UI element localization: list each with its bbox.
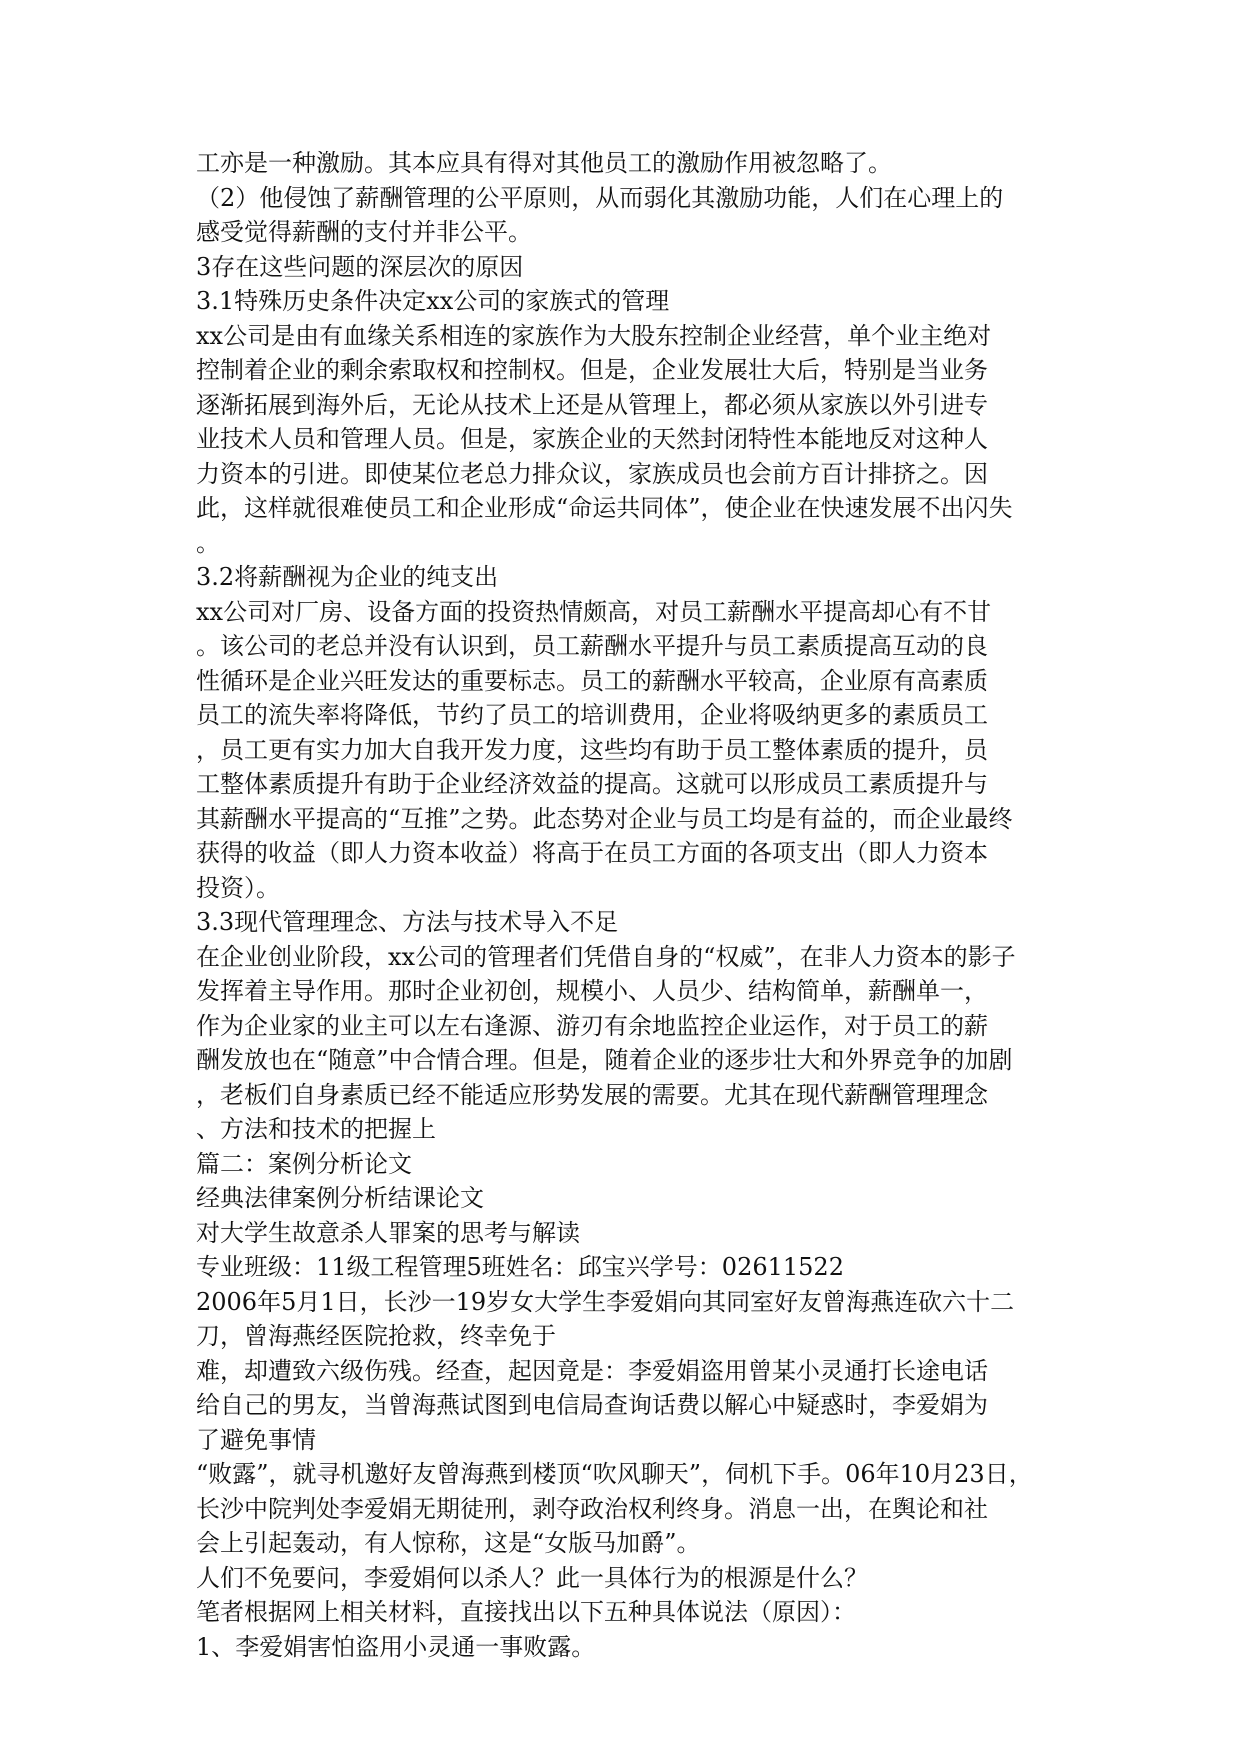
text-line: 业技术人员和管理人员。但是，家族企业的天然封闭特性本能地反对这种人 [196,425,988,453]
text-line: 3.1特殊历史条件决定xx公司的家族式的管理 [196,287,670,315]
text-line: xx公司是由有血缘关系相连的家族作为大股东控制企业经营，单个业主绝对 [196,321,992,350]
text-line: 逐渐拓展到海外后，无论从技术上还是从管理上，都必须从家族以外引进专 [196,390,988,419]
text-line: ，员工更有实力加大自我开发力度，这些均有助于员工整体素质的提升，员 [196,735,988,764]
text-line: 力资本的引进。即使某位老总力排众议，家族成员也会前方百计排挤之。因 [196,459,988,488]
text-line: 经典法律案例分析结课论文 [196,1184,484,1212]
text-line: 刀，曾海燕经医院抢救，终幸免于 [196,1322,556,1350]
document-page [196,146,1056,1664]
text-line: 会上引起轰动，有人惊称，这是“女版马加爵”。 [196,1529,701,1557]
text-line: 难，却遭致六级伤残。经查，起因竟是：李爱娟盗用曾某小灵通打长途电话 [196,1356,988,1385]
text-line: ，老板们自身素质已经不能适应形势发展的需要。尤其在现代薪酬管理理念 [196,1080,988,1109]
text-line: 。 [196,528,220,557]
text-line: 作为企业家的业主可以左右逢源、游刃有余地监控企业运作，对于员工的薪 [196,1011,988,1040]
text-line: 3存在这些问题的深层次的原因 [196,252,524,281]
text-line: 发挥着主导作用。那时企业初创，规模小、人员少、结构简单，薪酬单一， [196,977,988,1005]
text-line: 笔者根据网上相关材料，直接找出以下五种具体说法（原因）： [196,1598,856,1626]
text-line: 长沙中院判处李爱娟无期徒刑，剥夺政治权利终身。消息一出，在舆论和社 [196,1494,988,1523]
text-line: 3.2将薪酬视为企业的纯支出 [196,563,499,591]
text-line: 篇二：案例分析论文 [196,1149,412,1178]
text-line: 1、李爱娟害怕盗用小灵通一事败露。 [196,1632,596,1661]
text-line: 酬发放也在“随意”中合情合理。但是，随着企业的逐步壮大和外界竞争的加剧 [196,1046,1013,1074]
text-line: 、方法和技术的把握上 [196,1115,436,1143]
text-line: 投资）。 [196,873,280,902]
text-line: 工亦是一种激励。其本应具有得对其他员工的激励作用被忽略了。 [196,149,892,177]
text-line: 在企业创业阶段，xx公司的管理者们凭借自身的“权威”，在非人力资本的影子 [196,942,1016,971]
text-line: 2006年5月1日，长沙一19岁女大学生李爱娟向其同室好友曾海燕连砍六十二 [196,1287,1015,1316]
text-line: 此，这样就很难使员工和企业形成“命运共同体”，使企业在快速发展不出闪失 [196,494,1013,522]
text-line: 控制着企业的剩余索取权和控制权。但是，企业发展壮大后，特别是当业务 [196,356,988,384]
text-line: 员工的流失率将降低，节约了员工的培训费用，企业将吸纳更多的素质员工 [196,701,988,729]
text-line: 获得的收益（即人力资本收益）将高于在员工方面的各项支出（即人力资本 [196,839,988,867]
text-line: 专业班级：11级工程管理5班姓名：邱宝兴学号：02611522 [196,1253,844,1281]
text-line: 人们不免要问，李爱娟何以杀人？此一具体行为的根源是什么？ [196,1563,868,1592]
text-line: （2）他侵蚀了薪酬管理的公平原则，从而弱化其激励功能，人们在心理上的 [196,183,1004,212]
text-line: 3.3现代管理理念、方法与技术导入不足 [196,908,619,936]
text-line: 对大学生故意杀人罪案的思考与解读 [196,1218,580,1247]
text-line: 了避免事情 [196,1425,316,1454]
text-line: 。该公司的老总并没有认识到，员工薪酬水平提升与员工素质提高互动的良 [196,632,988,660]
text-line: “败露”，就寻机邀好友曾海燕到楼顶“吹风聊天”，伺机下手。06年10月23日， [196,1460,1033,1488]
text-line: xx公司对厂房、设备方面的投资热情颇高，对员工薪酬水平提高却心有不甘 [196,597,992,626]
text-line: 给自己的男友，当曾海燕试图到电信局查询话费以解心中疑惑时，李爱娟为 [196,1391,988,1419]
text-line: 其薪酬水平提高的“互推”之势。此态势对企业与员工均是有益的，而企业最终 [196,804,1013,833]
text-line: 工整体素质提升有助于企业经济效益的提高。这就可以形成员工素质提升与 [196,770,988,798]
text-line: 感受觉得薪酬的支付并非公平。 [196,218,532,246]
text-line: 性循环是企业兴旺发达的重要标志。员工的薪酬水平较高，企业原有高素质 [196,666,988,695]
